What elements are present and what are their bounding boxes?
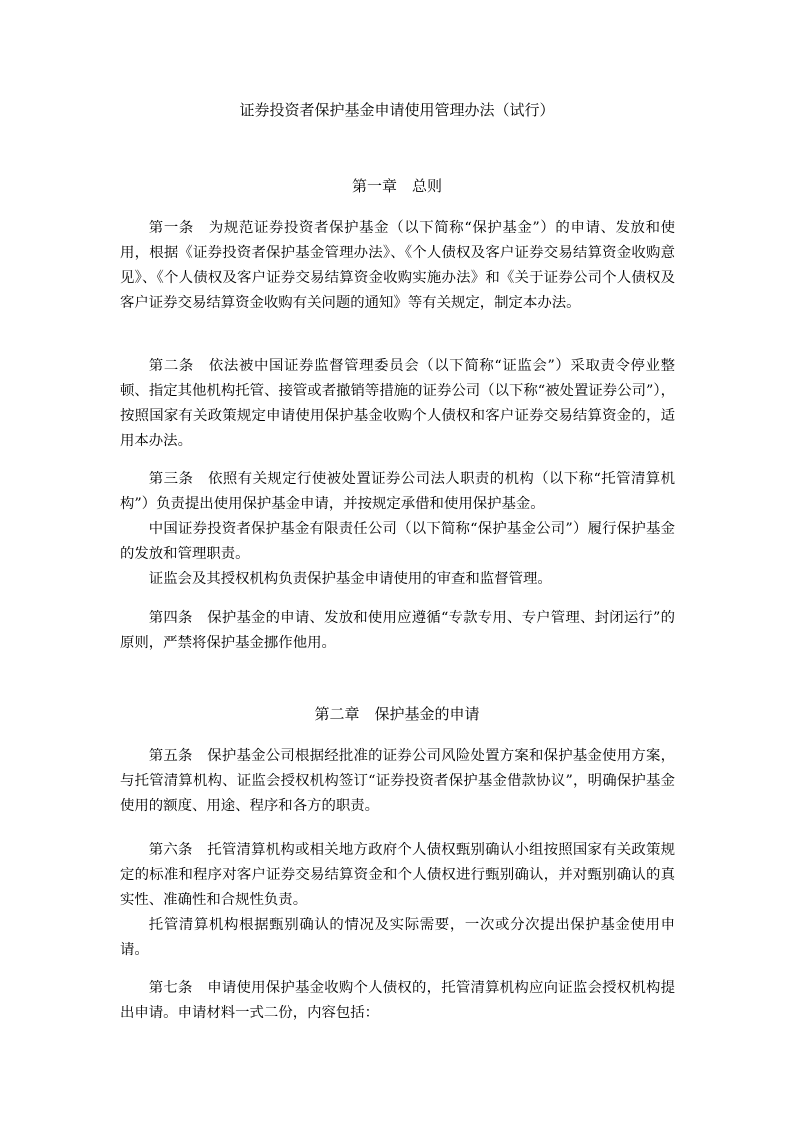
article-5 [120, 744, 675, 819]
article-4 [120, 606, 675, 656]
document-title: 证券投资者保护基金申请使用管理办法（试行） [239, 101, 555, 119]
article-1-text: 第一条 为规范证券投资者保护基金（以下简称“保护基金”）的申请、发放和使用，根据《证券投资者保护基金管理办法》、《个人债权及客户证券交易结算资金收购意见》、《个人债权及客户证券交易结算资金收购实施办法》和《关于证券公司个人债权及客户证券交易结算资金收购有关问题的通知》等有关规定，制定本办法。 [120, 220, 675, 311]
article-2 [120, 354, 675, 454]
article-6-paragraph-2: 托管清算机构根据甄别确认的情况及实际需要，一次或分次提出保护基金使用申请。 [120, 917, 675, 958]
article-3-paragraph-3: 证监会及其授权机构负责保护基金申请使用的审查和监督管理。 [148, 571, 552, 587]
article-7-text: 第七条 申请使用保护基金收购个人债权的，托管清算机构应向证监会授权机构提出申请。申请材料一式二份，内容包括： [120, 980, 675, 1021]
article-7 [120, 976, 675, 1026]
chapter-2-heading: 第二章 保护基金的申请 [314, 705, 480, 723]
article-2-text: 第二条 依法被中国证券监督管理委员会（以下简称“证监会”）采取责令停业整顿、指定其他机构托管、接管或者撤销等措施的证券公司（以下称“被处置证券公司”），按照国家有关政策规定申请使用保护基金收购个人债权和客户证券交易结算资金的，适用本办法。 [120, 358, 675, 449]
article-3-text: 第三条 依照有关规定行使被处置证券公司法人职责的机构（以下称“托管清算机构”）负责提出使用保护基金申请，并按规定承借和使用保护基金。 [120, 471, 675, 512]
article-3-paragraph-2: 中国证券投资者保护基金有限责任公司（以下简称“保护基金公司”）履行保护基金的发放和管理职责。 [120, 521, 675, 562]
article-1 [120, 216, 675, 316]
article-3 [120, 467, 675, 592]
chapter-1-heading: 第一章 总则 [351, 177, 442, 195]
article-5-text: 第五条 保护基金公司根据经批准的证券公司风险处置方案和保护基金使用方案，与托管清算机构、证监会授权机构签订“证券投资者保护基金借款协议”，明确保护基金使用的额度、用途、程序和各方的职责。 [120, 748, 675, 814]
article-6-text: 第六条 托管清算机构或相关地方政府个人债权甄别确认小组按照国家有关政策规定的标准和程序对客户证券交易结算资金和个人债权进行甄别确认，并对甄别确认的真实性、准确性和合规性负责。 [120, 842, 675, 908]
article-6 [120, 838, 675, 963]
article-4-text: 第四条 保护基金的申请、发放和使用应遵循“专款专用、专户管理、封闭运行”的原则，严禁将保护基金挪作他用。 [120, 610, 675, 651]
